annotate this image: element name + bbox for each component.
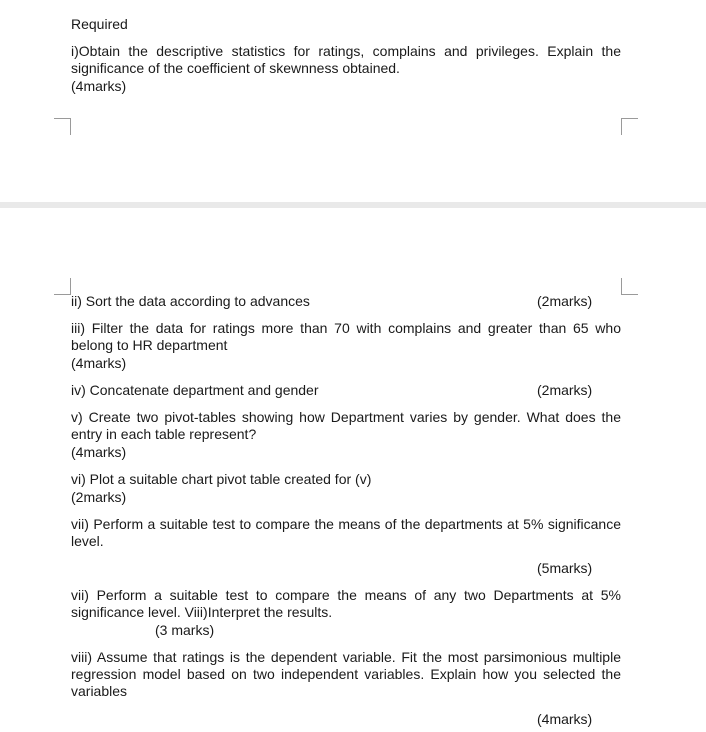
question-6-marks: (2marks) — [71, 489, 127, 505]
page-top — [0, 0, 706, 202]
question-9-text: viii) Assume that ratings is the dependent variable. Fit the most parsimonious multiple regression model based on two independent variables. Explain how you selected the variables — [71, 649, 621, 699]
question-2-marks: (2marks) — [537, 293, 593, 309]
margin-corner-bottom-right — [621, 278, 638, 295]
question-9-marks: (4marks) — [537, 711, 593, 727]
question-7-marks: (5marks) — [537, 560, 593, 576]
question-3-marks: (4marks) — [71, 355, 127, 371]
question-4-text: iv) Concatenate department and gender — [71, 382, 319, 398]
question-1-text: i)Obtain the descriptive statistics for ratings, complains and privileges. Explain the significance of the coefficient of skewnness obtained. — [71, 43, 621, 76]
question-5-text: v) Create two pivot-tables showing how Department varies by gender. What does the entry in each table represent? — [71, 409, 621, 442]
margin-corner-top-right — [621, 118, 638, 135]
question-1-marks: (4marks) — [71, 78, 127, 94]
heading: Required — [71, 16, 128, 32]
question-8-marks: (3 marks) — [155, 622, 215, 638]
question-5-marks: (4marks) — [71, 444, 127, 460]
margin-corner-top-left — [54, 118, 71, 135]
question-4-marks: (2marks) — [537, 382, 593, 398]
margin-corner-bottom-left — [54, 278, 71, 295]
question-7-text: vii) Perform a suitable test to compare the means of the departments at 5% significance level. — [71, 516, 621, 549]
question-8-text: vii) Perform a suitable test to compare the means of any two Departments at 5% significance level. Viii)Interpret the results. — [71, 587, 621, 620]
question-3-text: iii) Filter the data for ratings more than 70 with complains and greater than 65 who belong to HR department — [71, 320, 621, 353]
page-bottom — [0, 208, 706, 732]
question-6-text: vi) Plot a suitable chart pivot table created for (v) — [71, 471, 372, 487]
question-2-text: ii) Sort the data according to advances — [71, 293, 310, 309]
